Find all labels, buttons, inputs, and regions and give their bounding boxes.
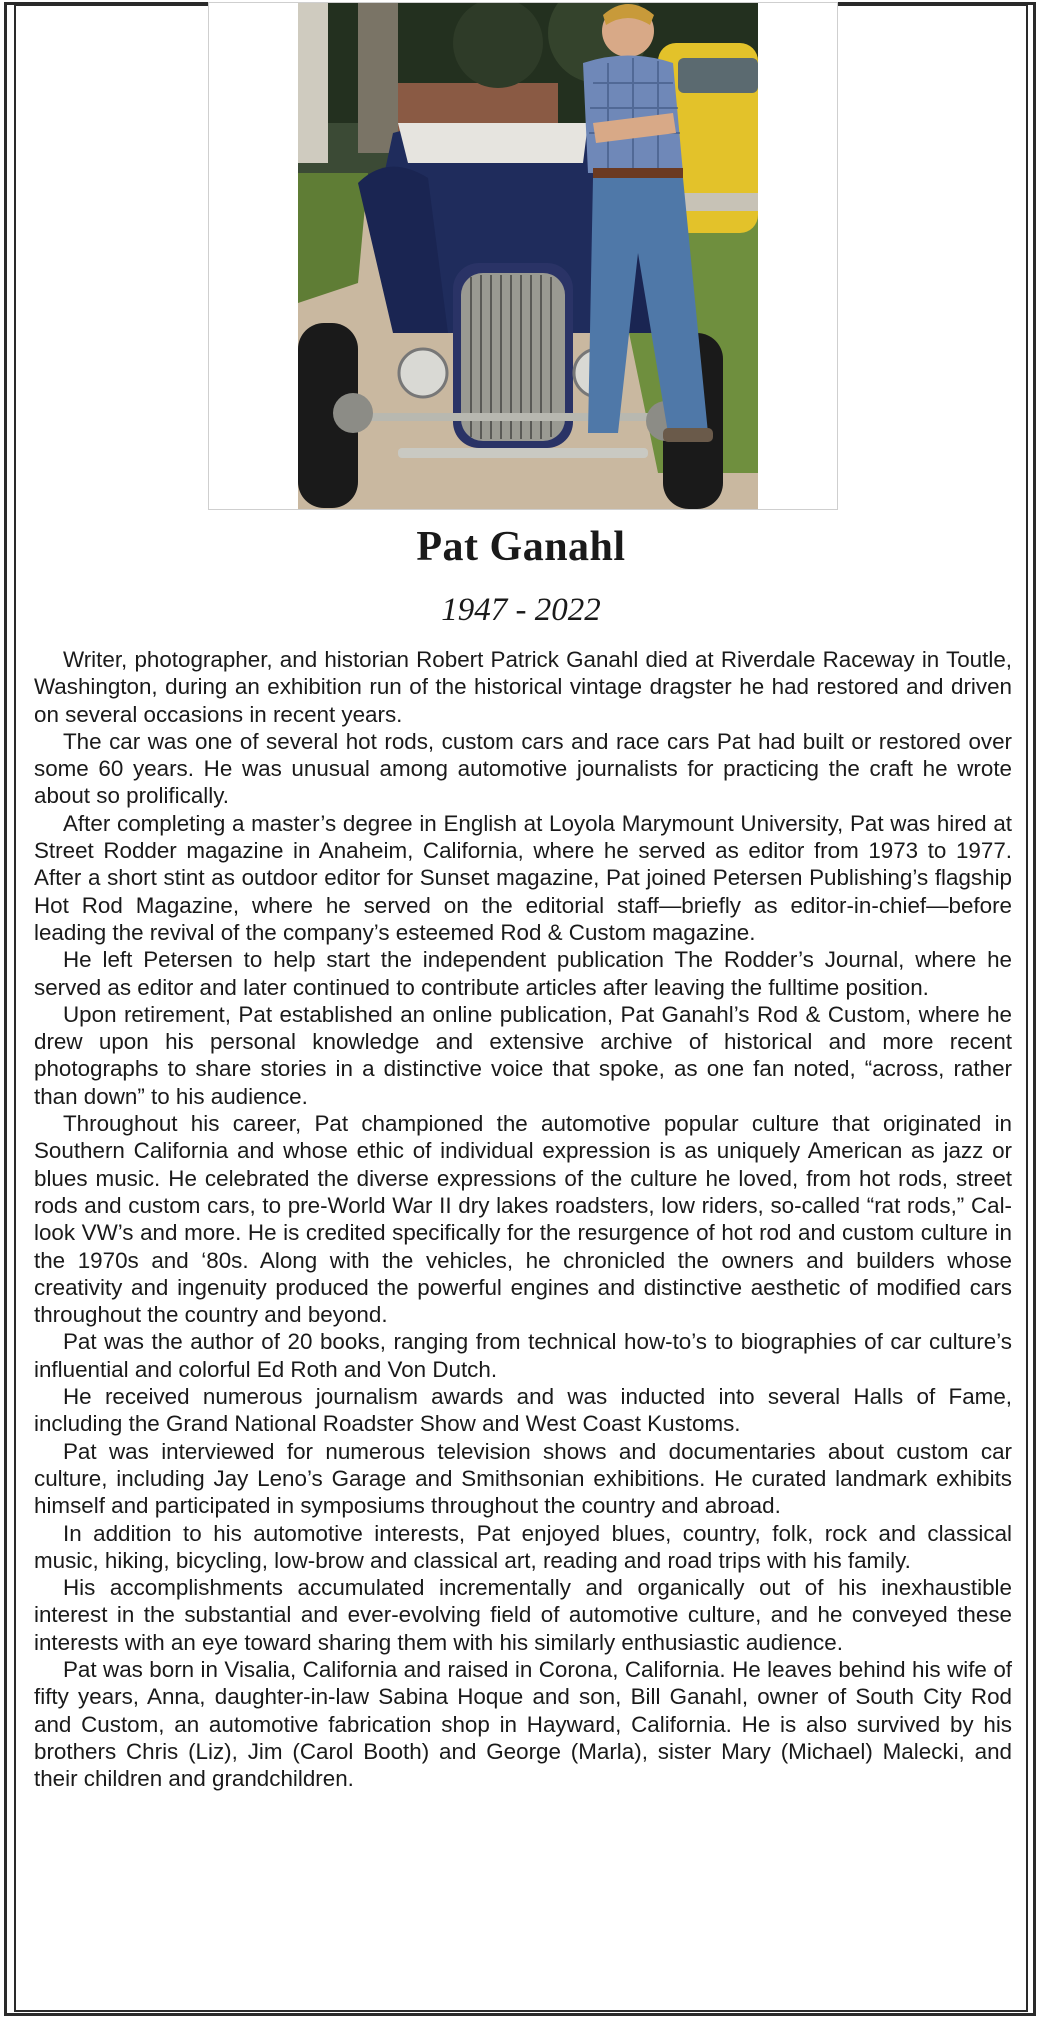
paragraph: Writer, photographer, and historian Robert Patrick Ganahl died at Riverdale Raceway in Toutle, Washington, during an exhibition run of the historical vintage dragster he had restored and driven on several occasions in recent years. xyxy=(34,647,1012,727)
paragraph: He left Petersen to help start the independent publication The Rodder’s Journal, where he served as editor and later continued to contribute articles after leaving the fulltime position. xyxy=(34,947,1012,1000)
paragraph: Upon retirement, Pat established an online publication, Pat Ganahl’s Rod & Custom, where he drew upon his personal knowledge and extensive archive of historical and more recent photographs to share stories in a distinctive voice that spoke, as one fan noted, “across, rather than down” to his audience. xyxy=(34,1001,1012,1109)
deceased-name: Pat Ganahl xyxy=(416,524,626,570)
paragraph: The car was one of several hot rods, custom cars and race cars Pat had built or restored over some 60 years. He was unusual among automotive journalists for practicing the craft he wrote about so prolifically. xyxy=(34,728,1012,809)
paragraph: His accomplishments accumulated incrementally and organically out of his inexhaustible interest in the substantial and ever-evolving field of automotive culture, and he conveyed these interests with an eye toward sharing them with his similarly enthusiastic audience. xyxy=(34,1575,1012,1655)
paragraph: After completing a master’s degree in English at Loyola Marymount University, Pat was hired at Street Rodder magazine in Anaheim, California, where he served as editor from 1973 to 1977. After a short stint as outdoor editor for Sunset magazine, Pat joined Petersen Publishing’s flagship Hot Rod Magazine, where he served on the editorial staff—briefly as editor-in-chief—before leading the revival of the company’s esteemed Rod & Custom magazine. xyxy=(34,810,1012,945)
life-dates: 1947 - 2022 xyxy=(441,592,601,628)
portrait-photo-frame xyxy=(208,2,838,510)
paragraph: In addition to his automotive interests, Pat enjoyed blues, country, folk, rock and classical music, hiking, bicycling, low-brow and classical art, reading and road trips with his family. xyxy=(34,1520,1012,1573)
paragraph: Pat was born in Visalia, California and raised in Corona, California. He leaves behind his wife of fifty years, Anna, daughter-in-law Sabina Hoque and son, Bill Ganahl, owner of South City Rod and Custom, an automotive fabrication shop in Hayward, California. He is also survived by his brothers Chris (Liz), Jim (Carol Booth) and George (Marla), sister Mary (Michael) Malecki, and their children and grandchildren. xyxy=(34,1656,1012,1792)
portrait-photo xyxy=(298,3,758,509)
paragraph: Throughout his career, Pat championed the automotive popular culture that originated in Southern California and whose ethic of individual expression is as uniquely American as jazz or blues music. He celebrated the diverse expressions of the culture he loved, from hot rods, street rods and custom cars, to pre-World War II dry lakes roadsters, low riders, so-called “rat rods,” Cal-look VW’s and more. He is credited specifically for the resurgence of hot rod and custom culture in the 1970s and ‘80s. Along with the vehicles, he chronicled the owners and builders whose creativity and ingenuity produced the powerful engines and distinctive aesthetic of modified cars throughout the country and beyond. xyxy=(34,1111,1012,1328)
paragraph: He received numerous journalism awards and was inducted into several Halls of Fame, including the Grand National Roadster Show and West Coast Kustoms. xyxy=(34,1384,1012,1437)
paragraph: Pat was the author of 20 books, ranging from technical how-to’s to biographies of car culture’s influential and colorful Ed Roth and Von Dutch. xyxy=(34,1329,1012,1382)
obituary-body xyxy=(34,646,1012,1792)
paragraph: Pat was interviewed for numerous television shows and documentaries about custom car culture, including Jay Leno’s Garage and Smithsonian exhibitions. He curated landmark exhibits himself and participated in symposiums throughout the country and abroad. xyxy=(34,1438,1012,1519)
